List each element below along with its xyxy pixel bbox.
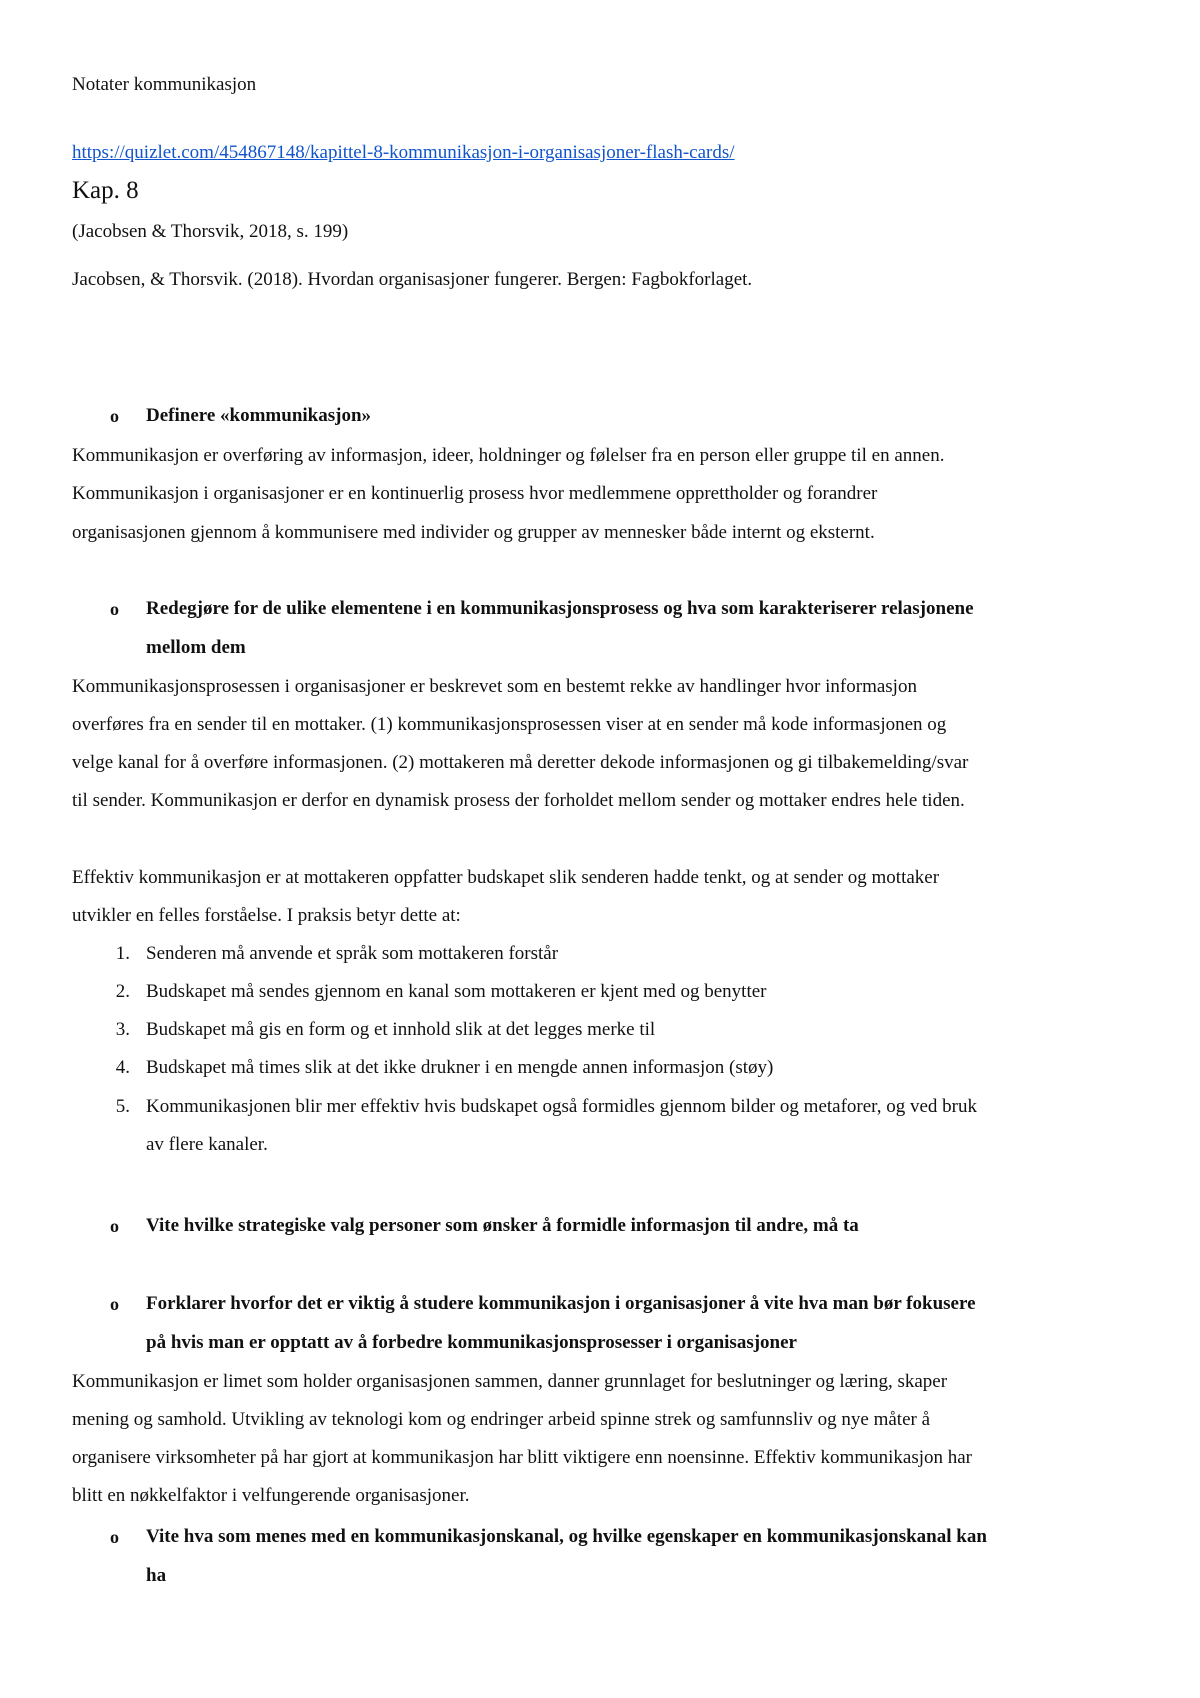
section-heading: på hvis man er opptatt av å forbedre kommunikasjonsprosesser i organisasjoner [146,1332,797,1353]
body-line: Kommunikasjon er overføring av informasjon, ideer, holdninger og følelser fra en person eller gruppe til en annen. [72,445,945,466]
body-line: blitt en nøkkelfaktor i velfungerende organisasjoner. [72,1485,470,1506]
list-item: Budskapet må gis en form og et innhold slik at det legges merke til [146,1019,656,1040]
list-item: Budskapet må times slik at det ikke drukner i en mengde annen informasjon (støy) [146,1057,774,1078]
body-line: mening og samhold. Utvikling av teknologi kom og endringer arbeid spinne strek og samfunnsliv og nye måter å [72,1409,931,1430]
body-line: velge kanal for å overføre informasjonen. (2) mottakeren må deretter dekode informasjonen og gi tilbakemelding/svar [72,752,969,773]
body-line: til sender. Kommunikasjon er derfor en dynamisk prosess der forholdet mellom sender og mottaker endres hele tiden. [72,790,965,811]
reference: Jacobsen, & Thorsvik. (2018). Hvordan organisasjoner fungerer. Bergen: Fagbokforlaget. [72,269,753,290]
bullet-marker: o [110,406,119,426]
body-line: Kommunikasjonsprosessen i organisasjoner er beskrevet som en bestemt rekke av handlinger hvor informasjon [72,676,917,697]
body-line: Kommunikasjon er limet som holder organisasjonen sammen, danner grunnlaget for beslutninger og læring, skaper [72,1371,948,1392]
list-number: 3. [115,1019,130,1040]
list-number: 5. [115,1096,130,1117]
section-heading: ha [146,1565,167,1586]
body-line: overføres fra en sender til en mottaker. (1) kommunikasjonsprosessen viser at en sender må kode informasjonen og [72,714,947,735]
list-item: Senderen må anvende et språk som mottakeren forstår [146,943,559,964]
section-heading: mellom dem [146,637,246,658]
body-line: Kommunikasjon i organisasjoner er en kontinuerlig prosess hvor medlemmene opprettholder og forandrer [72,483,878,504]
list-item: Budskapet må sendes gjennom en kanal som mottakeren er kjent med og benytter [146,981,767,1002]
section-heading: Vite hvilke strategiske valg personer som ønsker å formidle informasjon til andre, må ta [146,1215,859,1236]
list-number: 1. [115,943,130,964]
citation: (Jacobsen & Thorsvik, 2018, s. 199) [72,221,349,242]
section-heading: Vite hva som menes med en kommunikasjonskanal, og hvilke egenskaper en kommunikasjonskanal kan [146,1526,987,1547]
list-item: Kommunikasjonen blir mer effektiv hvis budskapet også formidles gjennom bilder og metaforer, og ved bruk [146,1096,978,1117]
body-line: organisere virksomheter på har gjort at kommunikasjon har blitt viktigere enn noensinne. Effektiv kommunikasjon har [72,1447,973,1468]
bullet-marker: o [110,1216,119,1236]
quizlet-link[interactable]: https://quizlet.com/454867148/kapittel-8-kommunikasjon-i-organisasjoner-flash-cards/ [72,142,735,163]
body-line: utvikler en felles forståelse. I praksis betyr dette at: [72,905,461,926]
list-number: 4. [115,1057,130,1078]
body-line: Effektiv kommunikasjon er at mottakeren oppfatter budskapet slik senderen hadde tenkt, og at sender og mottaker [72,867,940,888]
section-heading: Definere «kommunikasjon» [146,405,372,426]
chapter-heading: Kap. 8 [72,177,139,204]
bullet-marker: o [110,599,119,619]
bullet-marker: o [110,1294,119,1314]
list-item-continuation: av flere kanaler. [146,1134,268,1155]
section-heading: Forklarer hvorfor det er viktig å studere kommunikasjon i organisasjoner å vite hva man bør fokusere [146,1293,976,1314]
list-number: 2. [115,981,130,1002]
document-title: Notater kommunikasjon [72,74,257,95]
bullet-marker: o [110,1527,119,1547]
section-heading: Redegjøre for de ulike elementene i en kommunikasjonsprosess og hva som karakteriserer relasjonene [146,598,974,619]
body-line: organisasjonen gjennom å kommunisere med individer og grupper av mennesker både internt og eksternt. [72,522,875,543]
